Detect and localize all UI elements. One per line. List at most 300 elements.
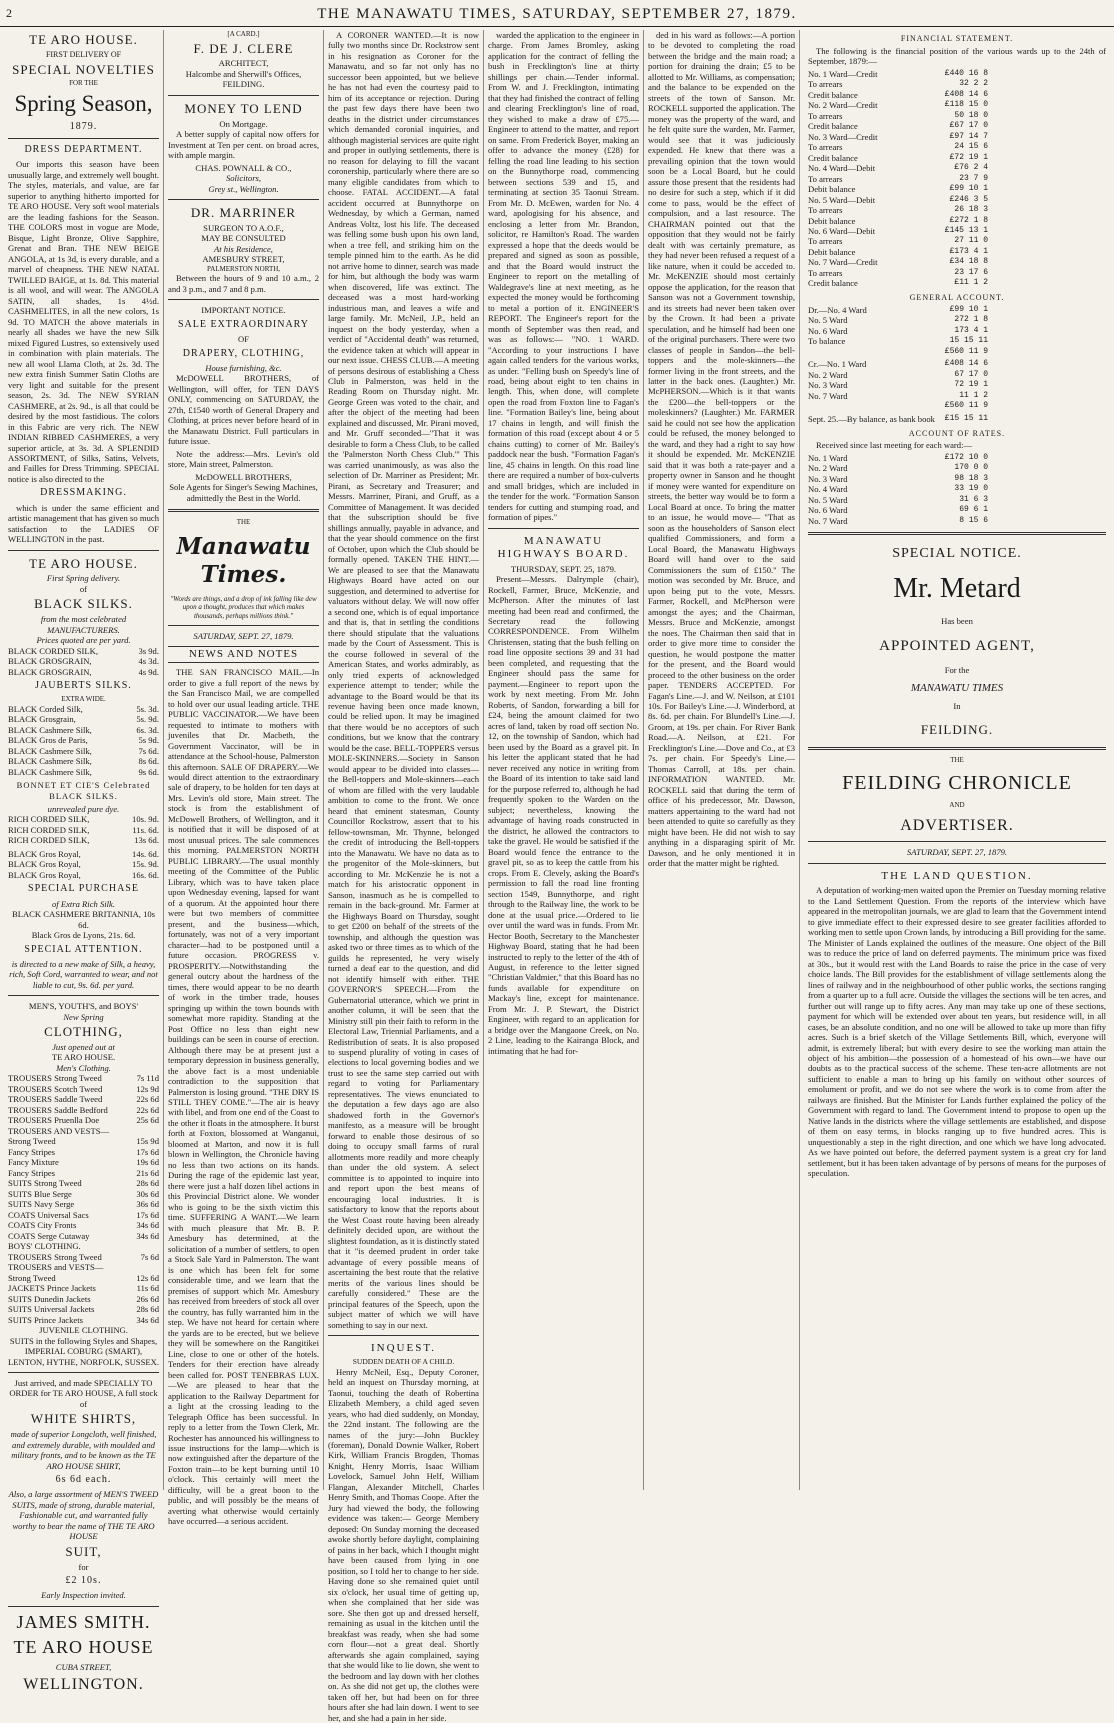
silk-line [8, 646, 159, 656]
clothing-line-price: 34s 6d [136, 1220, 159, 1231]
rate-row [808, 453, 988, 463]
general-dr-row-label: To balance [808, 336, 846, 347]
financial-heading: FINANCIAL STATEMENT. [900, 34, 1014, 43]
ward-arrears-row-label: To arrears [808, 142, 843, 153]
the-word: THE [236, 518, 251, 527]
clothing-line [8, 1168, 159, 1178]
ward-arrears-row-value: 27 11 0 [954, 236, 988, 246]
juvenile-heading: JUVENILE CLOTHING. [39, 1325, 128, 1336]
ward-row [808, 163, 988, 173]
clothing-line [8, 1210, 159, 1220]
rate-row-value: 170 0 0 [954, 463, 988, 473]
ward-row-value: £76 2 4 [954, 163, 988, 173]
general-dr-row [808, 305, 988, 315]
jaubert-line-label: BLACK Grosgrain, [8, 714, 76, 725]
general-dr-row-value: £99 10 1 [949, 304, 988, 314]
rate-row-value: £172 10 0 [944, 452, 988, 462]
newspaper-title: Manawatu Times. [176, 532, 311, 588]
dress-dept-heading: DRESS DEPARTMENT. [24, 144, 143, 156]
general-dr-row-value: 272 1 8 [954, 315, 988, 325]
fc-dateline: SATURDAY, SEPT. 27, 1879. [906, 847, 1008, 858]
clothing-price-list [8, 1073, 159, 1325]
clothing-line [8, 1294, 159, 1304]
gros-lyons: Black Gros de Lyons, 21s. 6d. [31, 930, 136, 941]
ward-balance-row [808, 121, 988, 131]
silk-line-label: BLACK GROSGRAIN, [8, 666, 92, 677]
surgeon: SURGEON TO A.O.F., [203, 222, 284, 233]
rate-row-label: No. 3 Ward [808, 473, 848, 484]
divider [168, 199, 319, 200]
black-silks-heading: BLACK SILKS. [34, 596, 133, 612]
clothing-line [8, 1073, 159, 1083]
rates-intro: Received since last meeting for each ward:— [816, 440, 973, 451]
ward-balance-row-label: Debit balance [808, 246, 856, 257]
drapery-heading: DRAPERY, CLOTHING, [182, 347, 305, 359]
highways-date: THURSDAY, SEPT. 25, 1879. [510, 563, 617, 574]
ward-row [808, 195, 988, 205]
ward-row-value: £118 15 0 [944, 100, 988, 110]
for-word: for [78, 1561, 89, 1572]
mdowell-brothers: McDOWELL BROTHERS, [195, 471, 292, 482]
general-dr-row-label: No. 5 Ward [808, 315, 848, 326]
general-cr-row [808, 401, 988, 411]
silk-line-label: BLACK CORDED SILK, [8, 645, 98, 656]
board-text: ded in his ward as follows:—A portion to be devoted to completing the road between the bridge and the main road; a portion for draining the drain; £5 to be allotted to Mr. Williams, as compensation; and the balance to be expended on the streets of the town of Sanson. Mr. ROCKELL supported the application. The money was the property of the ward, and he felt quite sure the warden, Mr. Farmer, would see that it was judiciously expended. He knew that there was a prevailing opinion that the town would soon be a Local Board, but he could assure those present that the residents had no desire for such a step, which if it did come to pass, would be the effect of compulsion, and a last resource. The CHAIRMAN pointed out that the opposition that they would not be fairly dealt with was certainly premature, as they had never been refused a request of a like nature, when it could be acceded to. Mr. McKENZIE should most certainly oppose the application, for the reason that Sanson was not a Government township, and its streets had never been taken over by the Crown. It had been a private speculation, and he himself had been one of the original purchasers. There were two classes of people in Sandon—the bell-toppers and the mole-skinners—the former living in the front streets, and the latter in the back ones. (Laughter.) Mr. McPHERSON.—Which is it that wants the £200—the bell-toppers or the moleskinners? (Laughter.) Mr. FARMER said he could not see how the application could be refused, the money belonged to the ward, and they had a right to say how it should be expended. Mr. McKENZIE said that it was both a rate-payer and a property owner in Sanson and he thought if money were wanted for expenditure on streets, the better way would be to form a Local Board at once. To bring the matter to an issue, he would move— "That as soon as the householders of Sanson elect qualified Commissioners, and form a Local Board, the Manawatu Highways Board will hand over to the said Commissioners the sum of £150." The motion was seconded by Mr. Bruce, and upon being put to the vote, Messrs. Farmer, Rockell, and McPherson were amongst the ayes; and the Chairman, Messrs. Bruce and McKenzie, amongst the noes. The Chairman then said that in order to give more time to consider the question, he would postpone the matter for the present, and the Board would proceed to the other business on the order paper. TENDERS ACCEPTED. For Fagan's Line.—J. and W. Neilson, at £101 10s. For Bailey's Line.—J. Winderbord, at 8s. 6d. per chain. For Blundell's Line.—J. Groom, at 19s. per chain. For River Bank Road.—A. Neilson, at £21. For Frecklington's Line.—Dove and Co., at £3 7s. per chain. For Speedy's Line.—Thomas Carroll, at 18s. per chain. INFORMATION WANTED. Mr. ROCKELL said that during the term of office of his predecessor, Mr. Dawson, matters appertaining to the ward had not been attended to quite so carefully as they might have been. He did not wish to say anything in a disparaging spirit of Mr. Dawson, and he only mentioned it in order that the matter might be righted. [648, 30, 795, 869]
ward-arrears-row-value: 23 17 6 [954, 267, 988, 277]
bonnet-line-price: 13s 6d. [134, 835, 159, 846]
mdowell-text: McDOWELL BROTHERS, of Wellington, will offer, for TEN DAYS ONLY, commencing on SATURDAY, the 27th, £1540 worth of General Drapery and Clothing, at prices never before heard of in the Manawatu District. Full particulars in future issue. [168, 373, 319, 447]
silk-line [8, 656, 159, 666]
mdowell-note: Note the address:—Mrs. Levin's old store, Main street, Palmerston. [168, 448, 319, 470]
land-question-text: A deputation of working-men waited upon the Premier on Tuesday morning relative to the Land Settlement Question. From the reports of the interview which have appeared in the metropolitan journals, we are glad to learn that the Government intend to give immediate effect to their expressed desire to see greater facilities afforded to working men to settle upon Crown lands, by introducing a Bill providing for the same. The Minister of Lands explained the outlines of the measure. One object of the Bill was to reduce the price of land on deferred payments. The minimum price was fixed at 30s., but it would rest with the Land Boards to raise the price in the case of very choice lands. The Bill provides for the establishment of village settlements along the lines of railway and in the neighbourhood of other public works, the sections ranging from a quarter up to a full acre. Outside the villages the sections will be ten acres, and further out will range up to fifty acres. Any man may take up one of these sections, payment for which will be extended over about ten years, but residence will, in all cases, be an absolute condition, and no one will be allowed to take up more than fifty acres. Such is a brief sketch of the Village Settlements Bill, which, everyone will admit, is extremely liberal; but with every desire to see the working man attain the object of his ambition—the possession of a homestead of his own—we have our doubts as to the practical success of the scheme. These ten-acre allotments are not sufficient to enable a man to bring up his family on without other sources of emolument or profit, and we do not see where the work is to come from after the railways are finished. But the Minister for Lands further explained the policy of the Government with regard to land. The Government intend to propose to open up the Native lands in the districts where the village settlements are established, and dispose of them on easy terms, in blocks ranging up to five hundred acres. This is unquestionably a step in the right direction, and one which we have long advocated. As we have pointed out before, the deferred payment system is a great cry for land settlement, but it has been taken advantage of by persons of means for the purposes of speculation. [808, 885, 1106, 1179]
solicitors: Solicitors, [225, 173, 262, 184]
clothing-line [8, 1199, 159, 1209]
clothing-line-price: 34s 6d [136, 1230, 159, 1241]
of-label: of [79, 583, 88, 594]
clothing-line-price: 21s 6d [136, 1167, 159, 1178]
clothing-line-label: TROUSERS Strong Tweed [8, 1251, 102, 1262]
special-novelties: SPECIAL NOVELTIES [12, 61, 155, 77]
the-label: THE [950, 756, 964, 765]
clothing-line-label: BOYS' CLOTHING. [8, 1241, 81, 1252]
clothing-line-price: 28s 6d [136, 1304, 159, 1315]
gros-line-price: 16s. 6d. [132, 869, 159, 880]
new-spring: New Spring [63, 1011, 104, 1022]
rate-row [808, 484, 988, 494]
ward-balance-row-value: £272 1 8 [949, 215, 988, 225]
extra-rich: of Extra Rich Silk. [51, 898, 115, 909]
general-cr-row [808, 380, 988, 390]
prices-quoted: Prices quoted are per yard. [36, 635, 131, 646]
clothing-line-price: 28s 6d [136, 1178, 159, 1189]
clothing-line [8, 1157, 159, 1167]
ward-arrears-row-value: 24 15 6 [954, 142, 988, 152]
rate-row [808, 495, 988, 505]
financial-intro: The following is the financial position of the various wards up to the 24th of September, 1879:— [808, 45, 1106, 67]
gros-line [8, 870, 159, 880]
clothing-line [8, 1115, 159, 1125]
important-notice: IMPORTANT NOTICE. [201, 305, 286, 316]
ward-row-label: No. 3 Ward—Credit [808, 131, 878, 142]
bonnet-line-label: RICH CORDED SILK, [8, 835, 90, 846]
jaubert-line [8, 714, 159, 724]
ward-balance-row [808, 278, 988, 288]
bonnet-price-list [8, 814, 159, 845]
clothing-line-label: COATS Universal Sacs [8, 1209, 89, 1220]
on-mortgage: On Mortgage. [219, 118, 268, 129]
ward-arrears-row-label: To arrears [808, 267, 843, 278]
divider [328, 1335, 479, 1336]
mens-clothing: Men's Clothing. [56, 1062, 111, 1073]
jaubert-line-price: 8s 6d. [138, 756, 159, 767]
jaubert-line [8, 704, 159, 714]
ward-row-value: £34 18 8 [949, 257, 988, 267]
clothing-line-price: 7s 11d [136, 1073, 159, 1084]
ward-balances [808, 69, 988, 289]
early-inspection: Early Inspection invited. [41, 1590, 126, 1601]
tweed-text: Also, a large assortment of MEN'S TWEED SUITS, made of strong, durable material, Fashionable cut, and warranted fully worthy to bear the name of THE TE ARO HOUSE [8, 1489, 159, 1542]
bonnet-line-price: 11s. 6d. [132, 824, 159, 835]
ward-arrears-row [808, 205, 988, 215]
clothing-line [8, 1189, 159, 1199]
clothing-line-price: 12s 9d [136, 1083, 159, 1094]
clothing-line [8, 1178, 159, 1188]
motto: "Words are things, and a drop of ink falling like dew upon a thought, produces that which makes thousands, perhaps millions think." [170, 594, 317, 620]
ward-arrears-row [808, 268, 988, 278]
jaubert-line-price: 6s. 3d. [136, 724, 159, 735]
inquest-text: Henry McNeil, Esq., Deputy Coroner, held an inquest on Thursday morning, at Taonui, touching the death of Robertina Elizabeth Membery, a child aged seven years, who had died suddenly, on Monday, the 22nd instant. The following are the names of the jury:—John Buckley (foreman), Donald Downie Walker, Robert Kirk, William Francis Brogden, Thomas Knight, Henry Morris, Isaac William Lovelock, Samuel John Helf, William Flangan, Alexander Mitchell, Charles Henry Smith, and Thomas Coope. After the Jury had viewed the body, the following evidence was taken:— George Membery deposed: On Sunday morning the deceased awoke shortly before daylight, complaining of pains in her back, which I thought might have been caused from lying in one position, so I told her to change to her side. Having done so she remained quiet until six o'clock, her usual time of getting up, when she complained that her side was sore. She then got up and dressed herself, remaining as usual in the kitchen until the breakfast was ready, when she had some corn flour—not a great deal. Shortly afterwards she again complained, saying that she would like to lie down, she went to the bedroom and lay down with her clothes on. As she did not get up, the clothes were taken off her, but had been on for three hours after she had lain down. I went to see her, and she had a pain in her side. [328, 1366, 479, 1723]
clothing-line-price: 7s 6d [140, 1251, 159, 1262]
ward-row [808, 132, 988, 142]
general-cr-row-value: £408 14 6 [944, 359, 988, 369]
clothing-line-label: Fancy Stripes [8, 1167, 56, 1178]
rate-row-label: No. 4 Ward [808, 484, 848, 495]
clothing-line-label: Fancy Stripes [8, 1146, 56, 1157]
ward-balance-row-value: £408 14 6 [944, 89, 988, 99]
divider [808, 532, 1106, 535]
masthead [0, 0, 1114, 27]
clothing-line [8, 1315, 159, 1325]
jaubert-line [8, 725, 159, 735]
te-aro-house-big: TE ARO HOUSE [13, 1636, 154, 1657]
rate-row [808, 463, 988, 473]
sale-heading: SALE EXTRAORDINARY [177, 318, 310, 330]
ward-arrears-row [808, 142, 988, 152]
divider [168, 299, 319, 300]
ward-balance-row-label: Credit balance [808, 278, 858, 289]
bank-balance-label: Sept. 25.—By balance, as bank book [808, 414, 935, 425]
rate-row-label: No. 7 Ward [808, 515, 848, 526]
page-columns [4, 30, 1110, 1723]
jaubert-line-label: BLACK Corded Silk, [8, 703, 83, 714]
ward-arrears-row-label: To arrears [808, 79, 843, 90]
from-makers: from the most celebrated MANUFACTURERS. [40, 614, 127, 635]
clothing-line-label: JACKETS Prince Jackets [8, 1283, 96, 1294]
shop-name: TE ARO HOUSE. [29, 32, 138, 47]
clothing-line-price: 17s 6d [136, 1146, 159, 1157]
furnishing: House furnishing, &c. [205, 362, 282, 373]
clothing-line-label: COATS City Fronts [8, 1220, 77, 1231]
divider [168, 509, 319, 512]
ward-arrears-row-value: 50 18 0 [954, 110, 988, 120]
general-dr [808, 305, 988, 357]
gros-line [8, 849, 159, 859]
clothing-line-label: TROUSERS Saddle Bedford [8, 1104, 108, 1115]
clothing-line-label: TROUSERS Saddle Tweed [8, 1094, 103, 1105]
page-number: 2 [6, 6, 12, 20]
suits-sizes: SUITS in the following Styles and Shapes, IMPERIAL COBURG (SMART), LENTON, HYTHE, NORFOLK, SUSSEX. [8, 1335, 159, 1367]
gros-line-label: BLACK Gros Royal, [8, 859, 81, 870]
general-cr-row [808, 391, 988, 401]
at-residence: At his Residence, [214, 243, 273, 254]
general-dr-row-label: No. 6 Ward [808, 325, 848, 336]
clothing-line-label: SUITS Dunedin Jackets [8, 1293, 91, 1304]
highways-continued: warded the application to the engineer in charge. From James Bromley, asking application for the contract of felling the bush in Frecklington's line at thirty shillings per chain.—Tender informal. From W. and J. Frecklington, intimating that they had finished the contract of felling and clearing Frecklington's line of road, they wished to make a draw of £75.—Engineer to attend to the matter, and report on same. From Frederick Boyer, making an offer to advance the money (£28) for felling the road line leading to his section on the Bunnythorpe road, commencing between sections 539 and 15, and terminating at section 35 Taonui Stream. From Mr. D. McEwen, warden for No. 4 ward, apologising for his absence, and enclosing a letter from Mr. Brandon, solicitor, re Hamilton's Road. The warden expressed a hope that the deeds would be prepared and signed as soon as possible, and that the Board would instruct the Engineer to report on the metalling of Waldegrave's line at next meeting, as he expected the money would be forthcoming to metal a portion of it. ENGINEER'S REPORT. The Engineer's report for the month of September was then read, and was as follows:— "NO. 1 WARD. "According to your instructions I have again called tenders for the various works, as under. "Felling bush on Speedy's line of road, being about eight to ten chains in length. This, when done, will complete open the road from Foxton line to Fagan's line. "Formation Bailey's line, being about 17 chains in length, and will finish the formation of this road (except about 4 or 5 chains cutting) to corner of Mr. Bailey's paddock near the bush. "Formation Fagan's line, 45 chains in length. On this road line there are required a number of box-culverts and small bridges, which are included in the tender for the work. "Formation Sanson tenders for cutting and stumping road, and formation of pipes." [488, 30, 639, 523]
ward-arrears-row [808, 79, 988, 89]
jaubert-line [8, 767, 159, 777]
general-cr-row-label: Cr.—No. 1 Ward [808, 359, 867, 370]
ward-balance-row [808, 90, 988, 100]
jaubert-line-label: BLACK Cashmere Silk, [8, 724, 92, 735]
ward-row-label: No. 6 Ward—Debit [808, 225, 876, 236]
silk-price-list [8, 646, 159, 677]
jaubert-line-price: 5s. 9d. [136, 714, 159, 725]
silk-line-price: 4s 9d. [138, 666, 159, 677]
ward-row [808, 69, 988, 79]
divider [808, 863, 1106, 864]
bonnet-line [8, 814, 159, 824]
general-cr-row-value: 72 19 1 [954, 380, 988, 390]
clothing-line [8, 1231, 159, 1241]
clothing-line [8, 1147, 159, 1157]
column-news [324, 30, 484, 1723]
rates-heading: ACCOUNT OF RATES. [908, 428, 1006, 438]
extra-wide: EXTRA WIDE. [61, 695, 106, 704]
bonnet-line-price: 10s. 9d. [132, 814, 159, 825]
ward-row [808, 257, 988, 267]
for-the: For the [944, 665, 970, 676]
ward-arrears-row-label: To arrears [808, 110, 843, 121]
clothing-line-price: 25s 6d [136, 1115, 159, 1126]
clothing-line-label: TROUSERS Scotch Tweed [8, 1083, 103, 1094]
ward-balance-row-label: Credit balance [808, 89, 858, 100]
silk-line-label: BLACK GROSGRAIN, [8, 656, 92, 667]
architect: ARCHITECT, [218, 58, 269, 69]
general-cr-row-value: 67 17 0 [954, 369, 988, 379]
clothing-line-label: TROUSERS Pruenlla Doe [8, 1115, 100, 1126]
clothing-line-price: 12s 6d [136, 1272, 159, 1283]
white-shirts-heading: WHITE SHIRTS, [30, 1411, 137, 1427]
inquest-heading: INQUEST. [371, 1342, 436, 1355]
unrivalled: unrevealed pure dye. [47, 803, 120, 814]
rate-row [808, 474, 988, 484]
land-question-heading: THE LAND QUESTION. [881, 869, 1033, 882]
grey-st: Grey st., Wellington. [208, 183, 279, 194]
clothing-line [8, 1105, 159, 1115]
clothing-line-label: TROUSERS and VESTS— [8, 1262, 104, 1273]
clothing-line-label: SUITS Blue Serge [8, 1188, 72, 1199]
divider [8, 138, 159, 139]
james-smith: JAMES SMITH. [16, 1611, 151, 1632]
cuba-street: CUBA STREET, [55, 1661, 112, 1672]
ward-row-label: No. 4 Ward—Debit [808, 163, 876, 174]
just-arrived: Just arrived, and made SPECIALLY TO ORDER for TE ARO HOUSE, A full stock of [9, 1377, 158, 1409]
metard-name: Mr. Metard [893, 573, 1021, 605]
clothing-line [8, 1304, 159, 1314]
divider [8, 1372, 159, 1373]
mens-header: MEN'S, YOUTH'S, and BOYS' [28, 1001, 139, 1012]
clothing-line [8, 1094, 159, 1104]
clothing-line [8, 1262, 159, 1272]
clothing-line-label: Strong Tweed [8, 1272, 56, 1283]
masthead-title: THE MANAWATU TIMES, SATURDAY, SEPTEMBER 27, 1879. [317, 6, 797, 22]
general-cr [808, 359, 988, 411]
shop-name-2: TE ARO HOUSE. [29, 555, 138, 571]
clothing-line-price: 26s 6d [136, 1293, 159, 1304]
ward-balance-row-value: £99 10 1 [949, 184, 988, 194]
column-te-aro-house [4, 30, 164, 1694]
feilding-label: FEILDING. [920, 721, 994, 737]
ward-arrears-row-value: 32 2 2 [959, 79, 988, 89]
clothing-line-price: 19s 6d [136, 1157, 159, 1168]
bonnet-line-label: RICH CORDED SILK, [8, 824, 90, 835]
clothing-line-price: 36s 6d [136, 1199, 159, 1210]
highways-heading: MANAWATU HIGHWAYS BOARD. [497, 534, 630, 561]
clothing-line-price: 11s 6d [136, 1283, 159, 1294]
jaubert-line [8, 756, 159, 766]
rate-row [808, 505, 988, 515]
clothing-line [8, 1220, 159, 1230]
general-account-heading: GENERAL ACCOUNT. [909, 292, 1005, 302]
clothing-line-label: TROUSERS Strong Tweed [8, 1073, 102, 1084]
divider [168, 625, 319, 626]
bonnet-line [8, 835, 159, 845]
clothing-line-price: 22s 6d [136, 1104, 159, 1115]
ward-arrears-row-label: To arrears [808, 173, 843, 184]
ward-row-value: £246 3 5 [949, 194, 988, 204]
clere-name: F. DE J. CLERE [193, 40, 294, 56]
general-cr-row [808, 370, 988, 380]
has-been: Has been [941, 616, 973, 627]
ward-balance-row-label: Debit balance [808, 184, 856, 195]
general-dr-row [808, 326, 988, 336]
general-dr-row [808, 315, 988, 325]
suit-heading: SUIT, [65, 1543, 102, 1559]
gros-line-price: 15s. 9d. [132, 859, 159, 870]
rate-row-value: 69 6 1 [959, 505, 988, 515]
attention-text: is directed to a new make of Silk, a heavy, rich, Soft Cord, warranted to wear, and not liable to cut, 9s. 6d. per yard. [9, 958, 158, 990]
marriner-name: DR. MARRINER [190, 205, 297, 221]
divider [8, 995, 159, 996]
divider [168, 95, 319, 96]
silk-line-price: 3s 9d. [138, 645, 159, 656]
special-purchase-heading: SPECIAL PURCHASE [28, 883, 139, 895]
dress-text: Our imports this season have been unusually large, and extremely well bought. The styles, materials, and value, are far superior to anything hitherto imported for TE ARO HOUSE. Very soft wool materials are the leading fashions for the Season. THE COLORS most in vogue are Mode, Bisque, Light Bronze, Olive Sapphire, Grenat and Bran. THE NEW BEIGE ANGOLA, at 1s 3d, is every durable, and a marvel of cheapness. THE NEW NATAL TWILLED BAIGE, at 1s. 8d. This material is all wool, and will wear. The ANGOLA SATIN, all shades, 1s 4½d. CASHMELITES, in all the new colors, 1s 9d. TO MATCH the above materials in nearly all shades we have the new Silk mixed Figured Lustres, so extensively used in combination with plain materials. The new all wool Llama Cloth, at 2s. 3d. The new extra finish Summer Satin Cloths are very light and suitable for the present season, 2s. 3d. The NEW SYRIAN CASHMERE, at 2s. 9d., is all that could be desired by the most fastidious. The colors in this Fabric are very rich. The NEW INDIAN RIBBED CASHMERES, a very superior article, at 3s. 3d. A SPLENDID ASSORTMENT, of Silks, Satins, Velvets, and Failles for Dress Trimming. SPECIAL notice is also directed to the [8, 159, 159, 484]
first-delivery: FIRST DELIVERY OF [45, 49, 122, 59]
jaubert-price-list [8, 704, 159, 777]
jaubert-line [8, 746, 159, 756]
clothing-line-label: Strong Tweed [8, 1136, 56, 1147]
general-dr-row [808, 347, 988, 357]
general-dr-row-value: £560 11 9 [944, 346, 988, 356]
consult-hours: Between the hours of 9 and 10 a.m., 2 and 3 p.m., and 7 and 8 p.m. [168, 273, 319, 294]
card-label: [A CARD.] [227, 30, 260, 38]
ward-balance-row-value: £72 19 1 [949, 152, 988, 162]
divider [808, 747, 1106, 750]
ward-arrears-row-label: To arrears [808, 205, 843, 216]
clothing-line-price: 15s 9d [136, 1136, 159, 1147]
clothing-line [8, 1252, 159, 1262]
dressmaking-heading: DRESSMAKING. [40, 487, 127, 499]
general-dr-row-label: Dr.—No. 4 Ward [808, 304, 867, 315]
ward-row-label: No. 7 Ward—Credit [808, 257, 878, 268]
year: 1879. [69, 121, 98, 133]
clothing-line-price: 17s 6d [136, 1209, 159, 1220]
column-notices [164, 30, 324, 1527]
silk-line-price: 4s 3d. [138, 656, 159, 667]
just-opened: Just opened out at [52, 1041, 115, 1052]
rates-list [808, 453, 988, 526]
ward-balance-row-label: Credit balance [808, 152, 858, 163]
clothing-line [8, 1283, 159, 1293]
clothing-line-price: 34s 6d [136, 1314, 159, 1325]
general-dr-row [808, 336, 988, 346]
column-highways [484, 30, 644, 1490]
rate-row-value: 8 15 6 [959, 515, 988, 525]
ward-balance-row [808, 247, 988, 257]
clothing-line [8, 1241, 159, 1251]
ward-row-label: No. 1 Ward—Credit [808, 68, 878, 79]
ward-arrears-row [808, 236, 988, 246]
rate-row-label: No. 6 Ward [808, 505, 848, 516]
ward-row-label: No. 2 Ward—Credit [808, 100, 878, 111]
jaubert-line-label: BLACK Cashmere Silk, [8, 756, 92, 767]
rate-row-value: 33 19 0 [954, 484, 988, 494]
ward-arrears-row-label: To arrears [808, 236, 843, 247]
ward-balance-row-label: Debit balance [808, 215, 856, 226]
spring-season: Spring Season, [14, 91, 153, 116]
dressmaking-text: which is under the same efficient and artistic management that has given so much satisfaction to the LADIES OF WELLINGTON in the past. [8, 502, 159, 545]
ward-balance-row-value: £67 17 0 [949, 121, 988, 131]
clothing-line-label: SUITS Prince Jackets [8, 1314, 83, 1325]
jaubert-line-price: 5s 9d. [138, 735, 159, 746]
clothing-line-label: SUITS Strong Tweed [8, 1178, 82, 1189]
news-notes-heading: NEWS AND NOTES [168, 646, 319, 663]
of-label: OF [238, 334, 249, 345]
money-text: A better supply of capital now offers for Investment at Ten per cent. on broad acres, with ample margin. [168, 129, 319, 161]
divider [8, 550, 159, 551]
te-aro-house-label: TE ARO HOUSE. [51, 1052, 116, 1063]
bank-balance-value: £15 15 11 [944, 414, 988, 424]
divider [488, 528, 639, 529]
ward-row-value: £97 14 7 [949, 131, 988, 141]
ward-balance-row [808, 184, 988, 194]
gros-line [8, 859, 159, 869]
column-board [644, 30, 800, 1490]
pownall: CHAS. POWNALL & CO., [195, 162, 292, 173]
bonnet-line-label: RICH CORDED SILK, [8, 814, 90, 825]
gros-line-label: BLACK Gros Royal, [8, 848, 81, 859]
clothing-line-label: SUITS Navy Serge [8, 1199, 75, 1210]
appointed-agent: APPOINTED AGENT, [879, 637, 1035, 654]
jaubert-line-label: BLACK Cashmere Silk, [8, 766, 92, 777]
suit-price: £2 10s. [65, 1575, 102, 1587]
ward-arrears-row [808, 174, 988, 184]
consulted: MAY BE CONSULTED [201, 233, 286, 244]
mt-label: MANAWATU TIMES [910, 681, 1004, 694]
general-cr-row-value: £560 11 9 [944, 401, 988, 411]
ward-row-value: £145 13 1 [944, 225, 988, 235]
